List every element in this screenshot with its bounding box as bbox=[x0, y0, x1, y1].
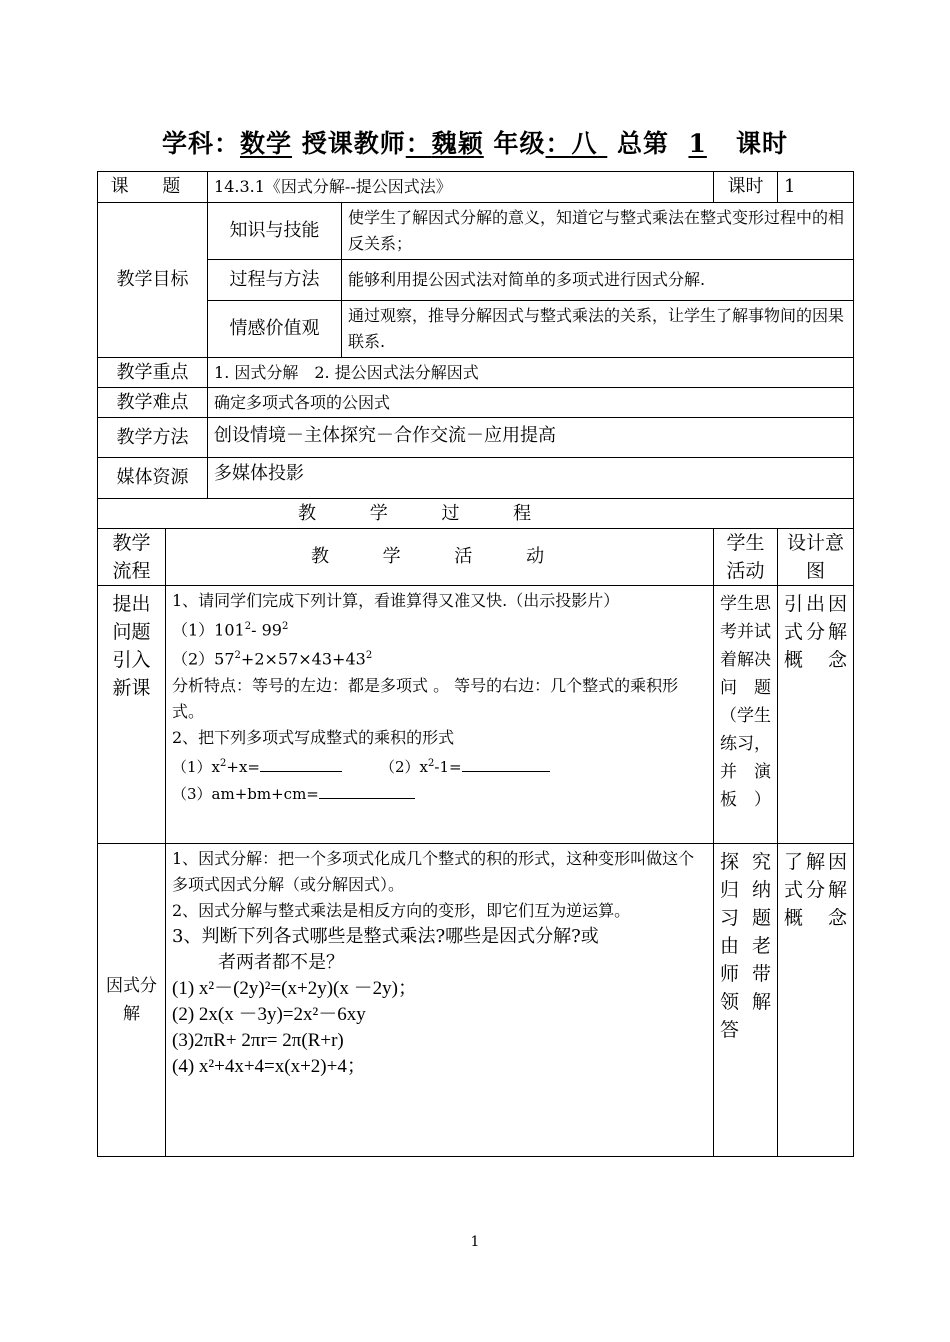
method-row bbox=[98, 418, 854, 458]
factor-design: 了解因式分解概念 bbox=[778, 844, 854, 1157]
col-student-header: 学生活动 bbox=[714, 529, 778, 586]
grade-value: 八 bbox=[571, 129, 598, 158]
factor-definition: 1、因式分解：把一个多项式化成几个整式的积的形式，这种变形叫做这个多项式因式分解（或分解因式）。 bbox=[172, 849, 695, 894]
intro-design: 引出因式分解概念 bbox=[778, 586, 854, 844]
topic-value: 14.3.1《因式分解--提公因式法》 bbox=[208, 172, 714, 203]
factor-expr-1: (1) x²－(2y)²=(x+2y)(x －2y)； bbox=[172, 978, 417, 999]
intro-flow: 提出问题引入新课 bbox=[98, 586, 166, 844]
factor-question: 3、判断下列各式哪些是整式乘法?哪些是因式分解?或 bbox=[172, 926, 599, 947]
col-design-header: 设计意图 bbox=[778, 529, 854, 586]
intro-question-1: 1、请同学们完成下列计算，看谁算得又准又快.（出示投影片） bbox=[172, 591, 620, 610]
difficulty-text: 确定多项式各项的公因式 bbox=[208, 388, 854, 418]
intro-analysis: 分析特点：等号的左边：都是多项式 。 等号的右边：几个整式的乘积形式。 bbox=[172, 675, 679, 721]
intro-factor-3: （3）am+bm+cm= bbox=[172, 780, 707, 807]
factor-expr-3: (3)2πR+ 2πr= 2π(R+r) bbox=[172, 1030, 344, 1051]
key-point-label: 教学重点 bbox=[98, 358, 208, 388]
intro-row bbox=[98, 586, 854, 844]
lesson-unit: 课时 bbox=[735, 129, 788, 158]
lesson-plan-table bbox=[97, 171, 854, 1157]
goal-process-label: 过程与方法 bbox=[208, 260, 342, 301]
key-point-row bbox=[98, 358, 854, 388]
goal-emotion-row bbox=[98, 301, 854, 358]
factor-activity bbox=[166, 844, 714, 1157]
lesson-number: 1 bbox=[688, 129, 707, 158]
factor-row bbox=[98, 844, 854, 1157]
factor-student: 探究归纳习题由老师带领解答 bbox=[714, 844, 778, 1157]
col-activity-header: 教 学 活 动 bbox=[166, 529, 714, 586]
total-label: 总第 bbox=[617, 129, 670, 158]
difficulty-row bbox=[98, 388, 854, 418]
grade-sep: ： bbox=[545, 129, 572, 158]
intro-activity bbox=[166, 586, 714, 844]
teacher-label: 授课教师 bbox=[301, 129, 406, 158]
factor-flow: 因式分解 bbox=[98, 844, 166, 1157]
intro-student: 学生思考并试着解决问题（学生练习，并 演板） bbox=[714, 586, 778, 844]
factor-expr-2: (2) 2x(x －3y)=2x²－6xy bbox=[172, 1004, 366, 1025]
method-label: 教学方法 bbox=[98, 418, 208, 458]
difficulty-label: 教学难点 bbox=[98, 388, 208, 418]
col-flow-header: 教学流程 bbox=[98, 529, 166, 586]
topic-label: 课 题 bbox=[98, 172, 208, 203]
goal-process-row bbox=[98, 260, 854, 301]
period-value: 1 bbox=[778, 172, 854, 203]
intro-calc-2: $(2)57^2+2\times 57\times 43+43^2$ bbox=[172, 649, 373, 669]
goal-knowledge-text: 使学生了解因式分解的意义，知道它与整式乘法在整式变形过程中的相反关系； bbox=[342, 203, 854, 260]
grade-label: 年级 bbox=[493, 129, 546, 158]
factor-expr-4: (4) x²+4x+4=x(x+2)+4； bbox=[172, 1056, 366, 1077]
goal-knowledge-row bbox=[98, 203, 854, 260]
key-point-text: 1. 因式分解 2. 提公因式法分解因式 bbox=[208, 358, 854, 388]
method-text: 创设情境－主体探究－合作交流－应用提高 bbox=[208, 418, 854, 458]
process-title-row bbox=[98, 499, 854, 529]
factor-question-cont: 者两者都不是？ bbox=[218, 952, 344, 973]
goal-knowledge-label: 知识与技能 bbox=[208, 203, 342, 260]
factor-relation: 2、因式分解与整式乘法是相反方向的变形，即它们互为逆运算。 bbox=[172, 901, 631, 920]
goal-emotion-label: 情感价值观 bbox=[208, 301, 342, 358]
goal-process-text: 能够利用提公因式法对简单的多项式进行因式分解. bbox=[342, 260, 854, 301]
topic-row bbox=[98, 172, 854, 203]
intro-factor-1-2: $(1)x^2+x= (2)x^2-1=$ bbox=[172, 751, 707, 780]
subject-value: 数学 bbox=[240, 129, 293, 158]
intro-calc-1: $(1)101^2-$ $99^2$ bbox=[172, 620, 289, 640]
media-label: 媒体资源 bbox=[98, 458, 208, 499]
process-header-row bbox=[98, 529, 854, 586]
page-title bbox=[0, 124, 950, 160]
subject-label: 学科： bbox=[162, 129, 241, 158]
goals-label: 教学目标 bbox=[98, 203, 208, 358]
page-number: 1 bbox=[470, 1234, 480, 1250]
teacher-value: 魏颖 bbox=[431, 129, 484, 158]
process-title: 教 学 过 程 bbox=[98, 499, 854, 529]
media-text: 多媒体投影 bbox=[208, 458, 854, 499]
intro-question-2: 2、把下列多项式写成整式的乘积的形式 bbox=[172, 727, 455, 747]
goal-emotion-text: 通过观察，推导分解因式与整式乘法的关系，让学生了解事物间的因果联系. bbox=[342, 301, 854, 358]
period-label: 课时 bbox=[714, 172, 778, 203]
teacher-sep: ： bbox=[405, 129, 432, 158]
media-row bbox=[98, 458, 854, 499]
